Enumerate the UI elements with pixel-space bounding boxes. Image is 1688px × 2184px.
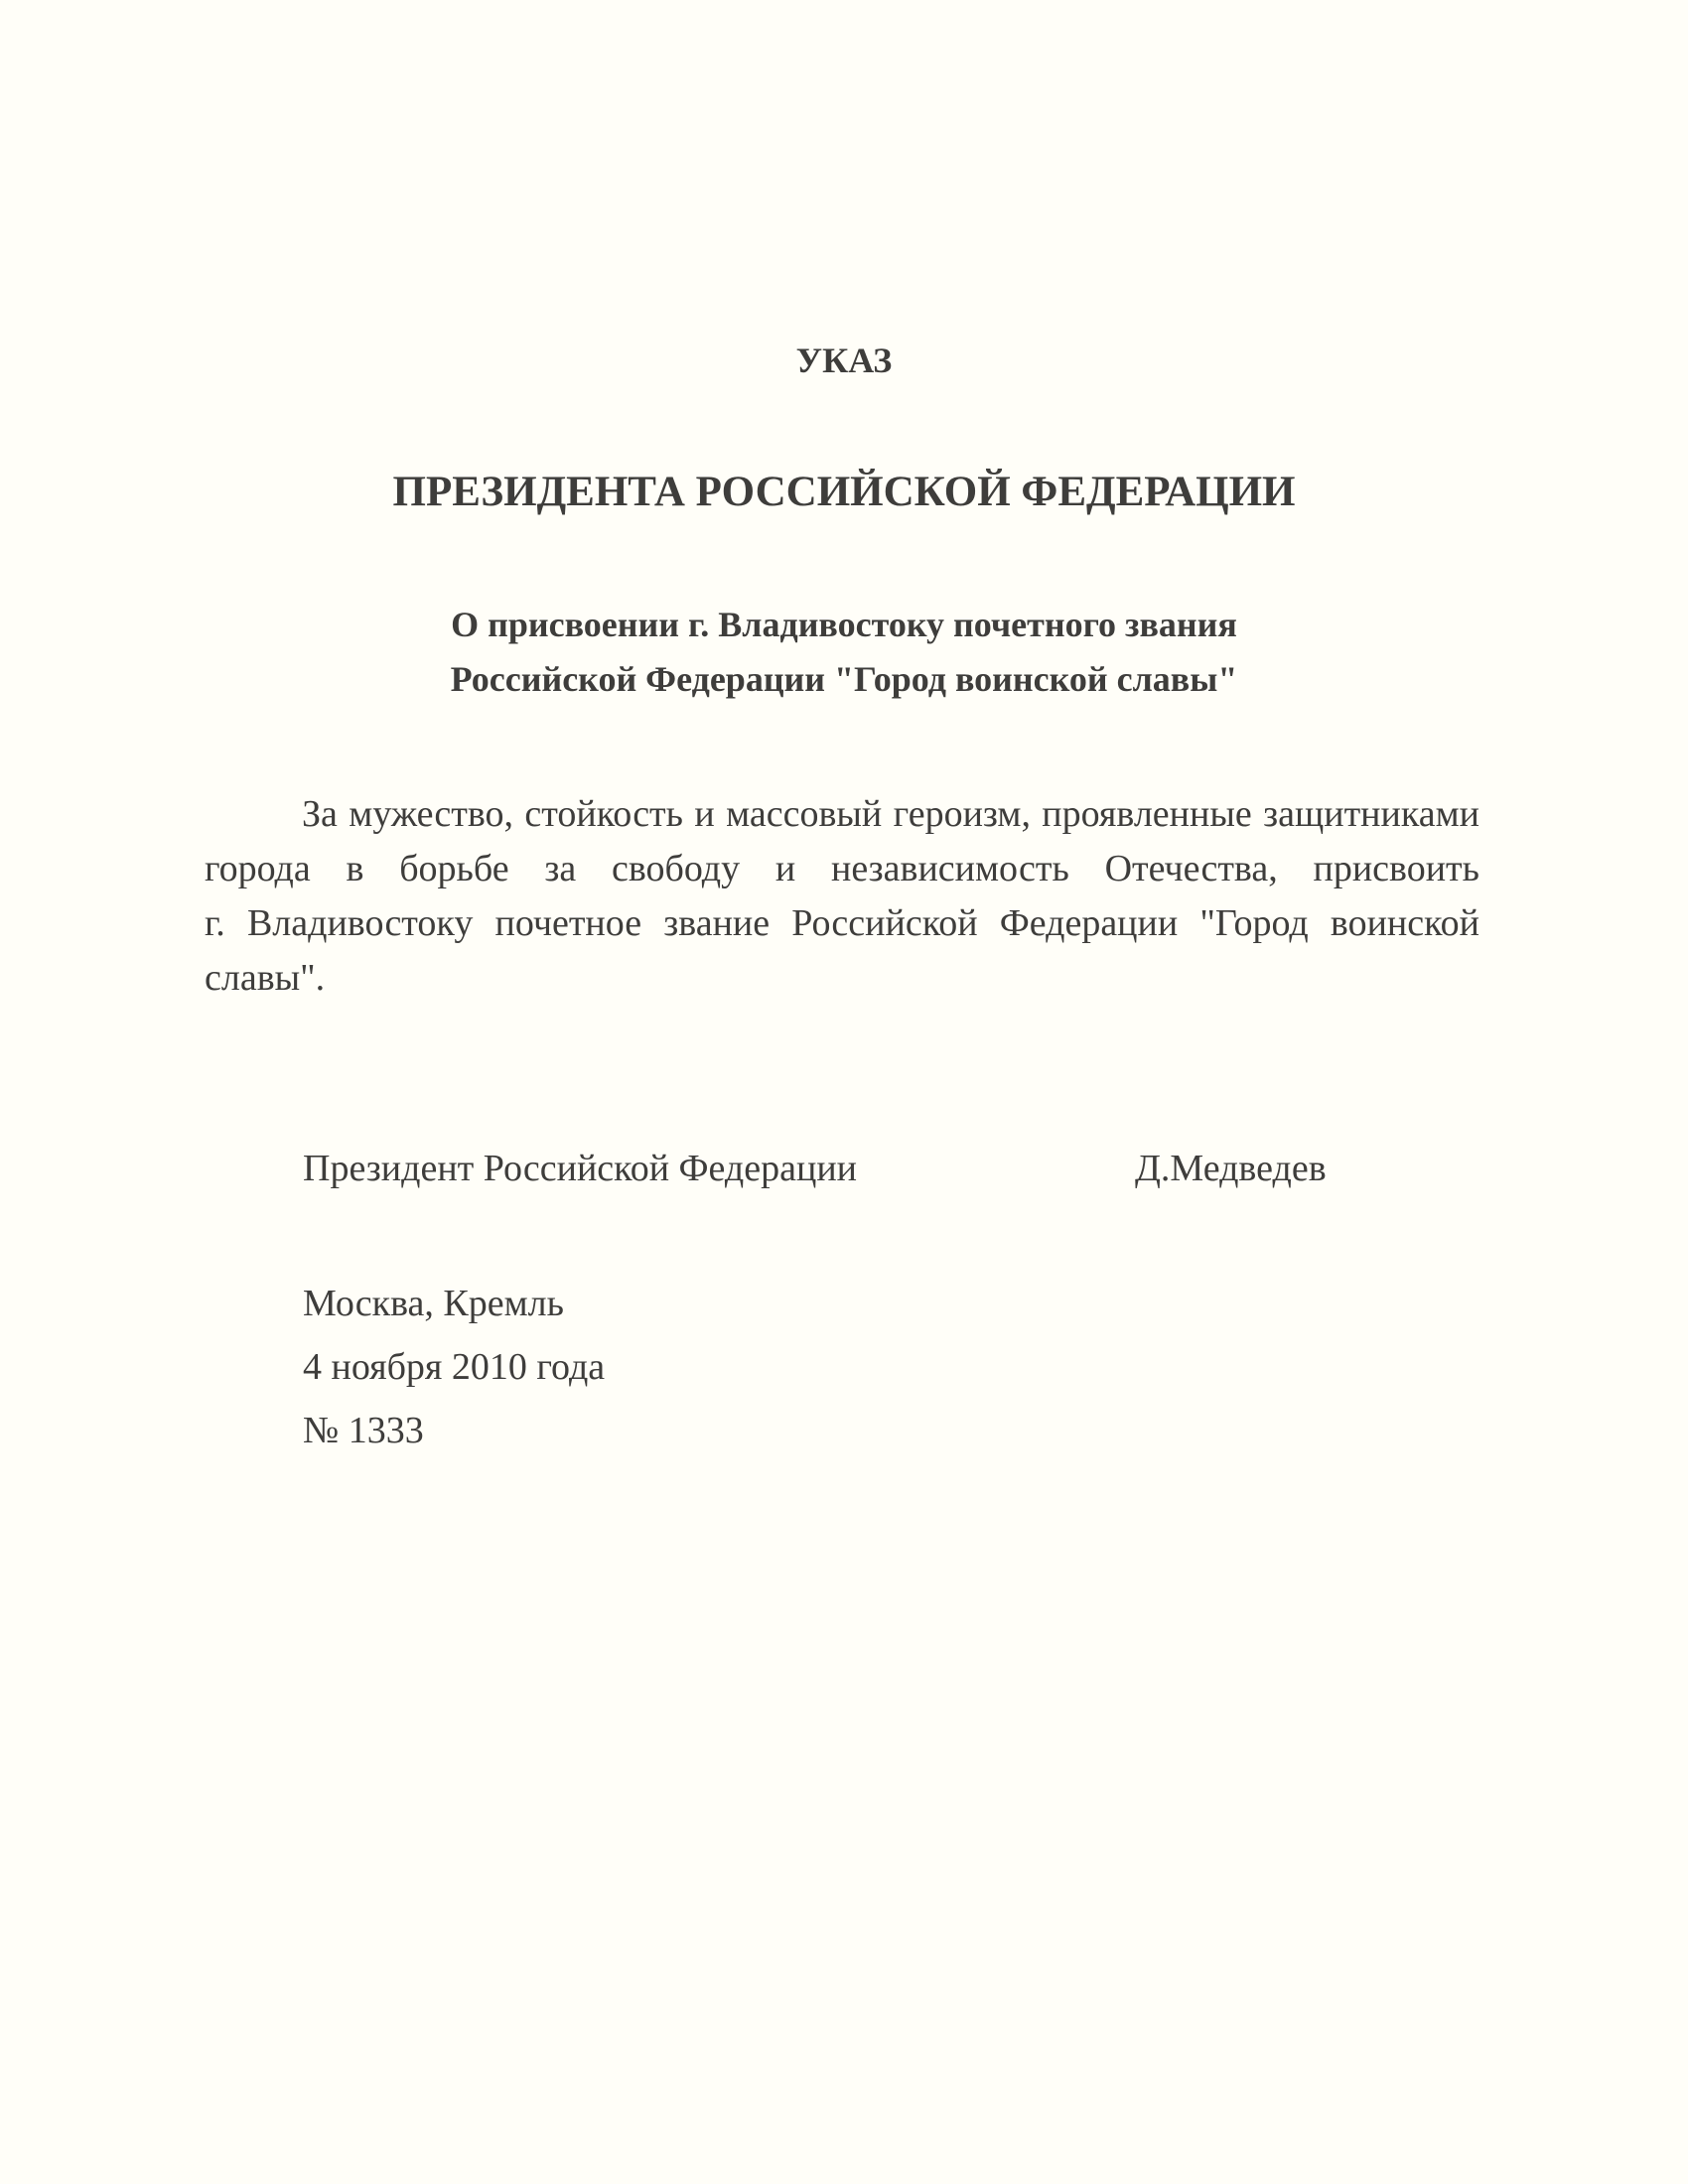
issuance-place: Москва, Кремль [303,1283,564,1324]
issuer-heading: ПРЕЗИДЕНТА РОССИЙСКОЙ ФЕДЕРАЦИИ [392,469,1296,515]
body-line: За мужество, стойкость и массовый героизм, проявленные защитниками [302,793,1479,835]
issuance-date: 4 ноября 2010 года [303,1346,606,1388]
subject-line-1: О присвоении г. Владивостоку почетного звания [451,605,1237,644]
subject-heading [0,598,1688,707]
body-line: славы". [205,957,326,999]
body-line: г. Владивостоку почетное звание Российской Федерации "Город воинской [205,902,1479,944]
signatory-name: Д.Медведев [1135,1148,1327,1189]
subject-line-2: Российской Федерации "Город воинской славы" [450,659,1238,699]
decree-number: № 1333 [303,1410,424,1451]
decree-body [205,787,1479,1006]
body-line: города в борьбе за свободу и независимость Отечества, присвоить [205,848,1479,889]
document-type-heading: УКАЗ [795,341,893,380]
signatory-title: Президент Российской Федерации [303,1148,857,1189]
issuance-block [303,1272,605,1462]
